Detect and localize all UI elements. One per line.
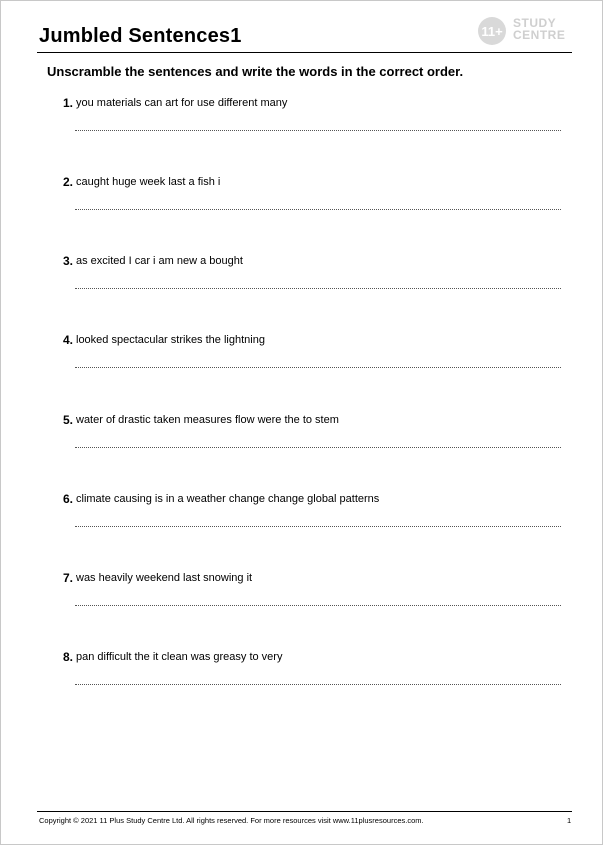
question-text: was heavily weekend last snowing it: [76, 572, 253, 584]
question-number: 1.: [63, 96, 74, 110]
logo-text: [513, 17, 565, 41]
instructions: Unscramble the sentences and write the words in the correct order.: [47, 64, 464, 79]
answer-line[interactable]: [75, 447, 561, 448]
question-text: caught huge week last a fish i: [76, 176, 221, 188]
question-number: 5.: [63, 413, 74, 427]
svg-text:11+: 11+: [481, 24, 503, 39]
question-text: climate causing is in a weather change change global patterns: [76, 493, 380, 505]
question-number: 6.: [63, 492, 74, 506]
question-text: you materials can art for use different many: [76, 97, 288, 109]
answer-line[interactable]: [75, 526, 561, 527]
answer-line[interactable]: [75, 684, 561, 685]
question-number: 4.: [63, 333, 74, 347]
question-6: [63, 492, 563, 552]
page-title: Jumbled Sentences1: [39, 25, 242, 47]
question-text: water of drastic taken measures flow were the to stem: [76, 414, 339, 426]
question-number: 3.: [63, 254, 74, 268]
logo-line-centre: CENTRE: [513, 28, 566, 42]
question-8: [63, 650, 563, 710]
question-4: [63, 333, 563, 393]
question-number: 2.: [63, 175, 74, 189]
header-rule: [37, 52, 572, 53]
answer-line[interactable]: [75, 130, 561, 131]
footer-rule: [37, 811, 572, 812]
answer-line[interactable]: [75, 209, 561, 210]
question-text: pan difficult the it clean was greasy to very: [76, 651, 283, 663]
answer-line[interactable]: [75, 288, 561, 289]
question-3: [63, 254, 563, 314]
answer-line[interactable]: [75, 367, 561, 368]
logo-mark-icon: [477, 16, 511, 46]
question-text: looked spectacular strikes the lightning: [76, 334, 265, 346]
logo-line-study: STUDY: [513, 16, 557, 30]
page-number: 1: [567, 816, 572, 825]
question-5: [63, 413, 563, 473]
question-number: 8.: [63, 650, 74, 664]
study-centre-logo: [477, 16, 573, 46]
question-number: 7.: [63, 571, 74, 585]
question-7: [63, 571, 563, 631]
question-1: [63, 96, 563, 156]
question-2: [63, 175, 563, 235]
copyright-notice: Copyright © 2021 11 Plus Study Centre Ltd. All rights reserved. For more resources visit www.11plusresources.com.: [39, 816, 424, 825]
answer-line[interactable]: [75, 605, 561, 606]
question-text: as excited I car i am new a bought: [76, 255, 243, 267]
